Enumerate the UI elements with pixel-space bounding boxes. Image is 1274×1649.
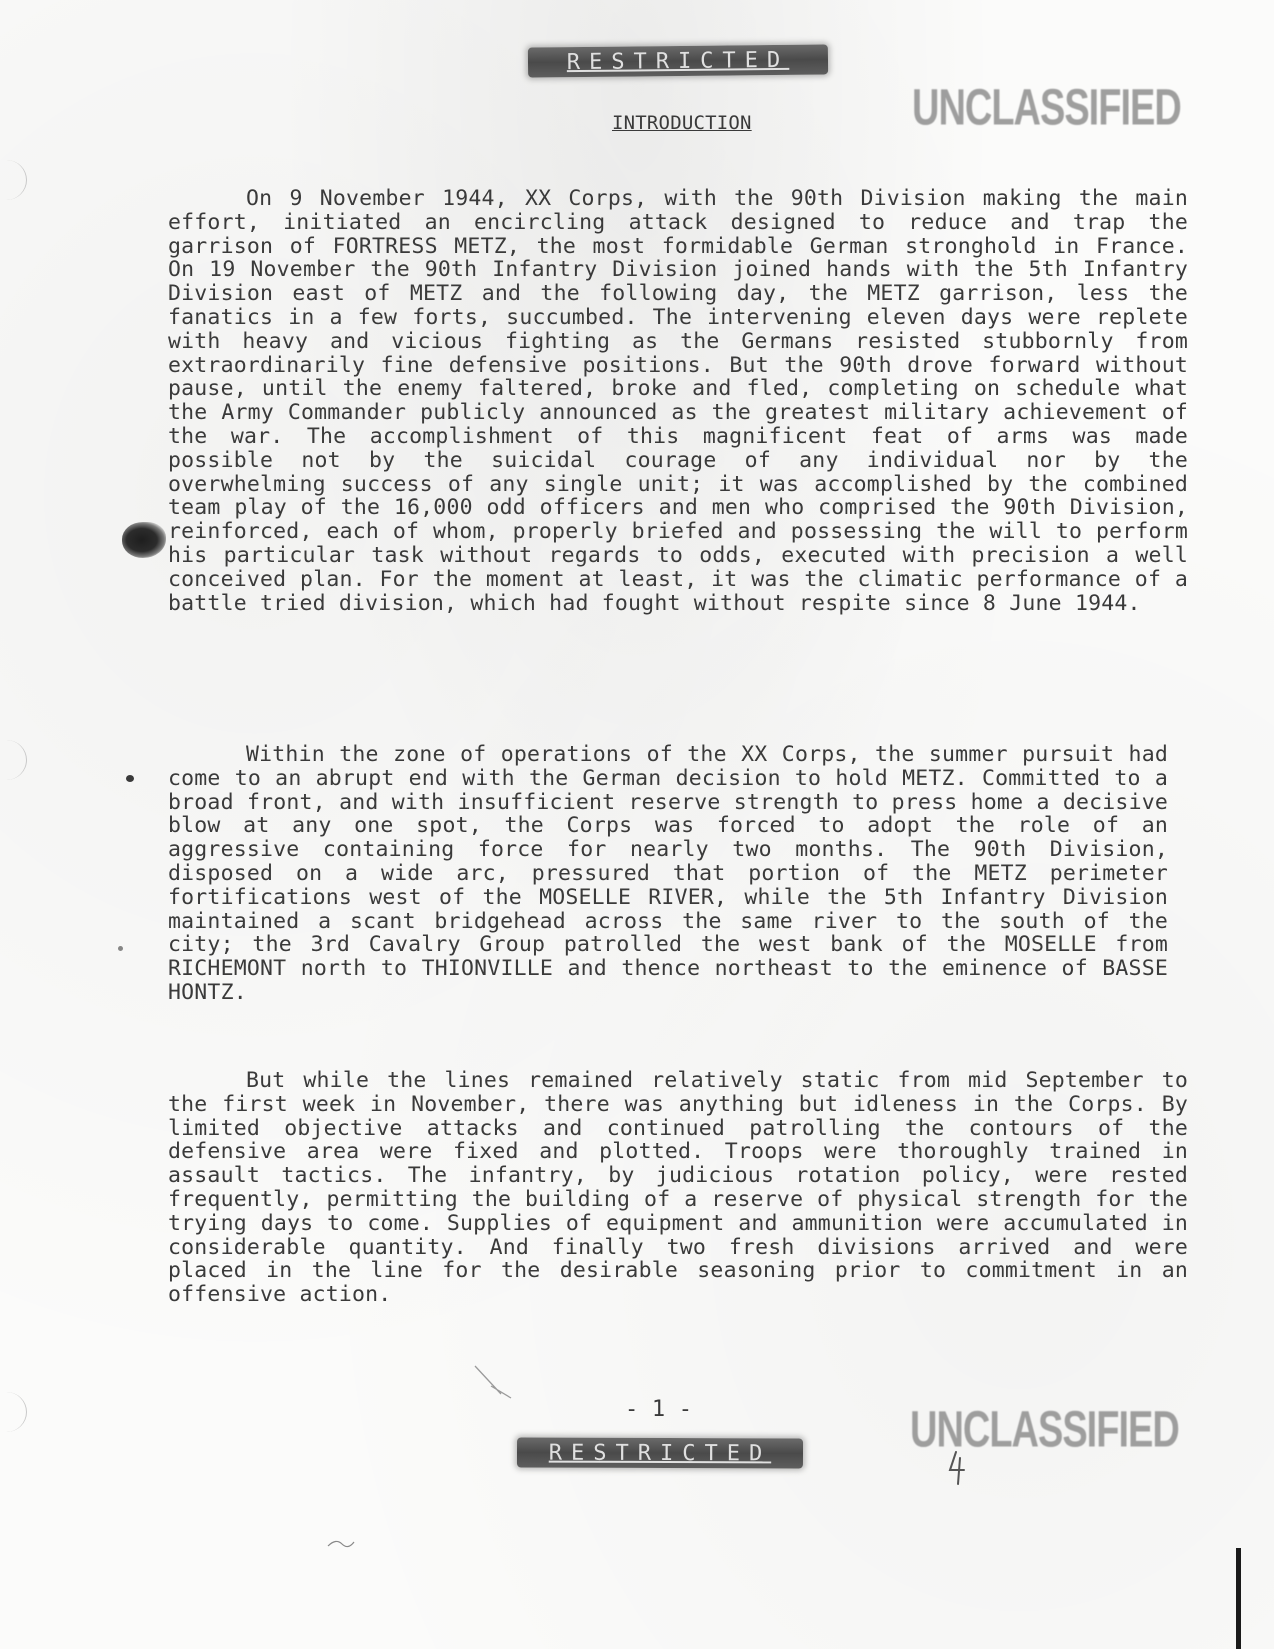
handwritten-mark	[942, 1448, 972, 1488]
ink-speck	[118, 946, 123, 951]
classification-label-top: RESTRICTED	[566, 47, 790, 75]
punch-hole-edge	[0, 1392, 27, 1432]
unclassified-stamp-top: UNCLASSIFIED	[912, 80, 1181, 137]
scan-edge-shadow	[1236, 1548, 1241, 1649]
ink-speck	[126, 775, 134, 782]
paragraph-2: Within the zone of operations of the XX Corps, the summer pursuit had come to an abrupt end with the German decision to hold METZ. Committed to a broad front, and with insufficient reserve strength to press home a decisive blow at any one spot, the Corps was forced to adopt the role of an aggressive containing force for nearly two months. The 90th Division, disposed on a wide arc, pressured that portion of the METZ perimeter fortifications west of the MOSELLE RIVER, while the 5th Infantry Division maintained a scant bridgehead across the same river to the south of the city; the 3rd Cavalry Group patrolled the west bank of the MOSELLE from RICHEMONT north to THIONVILLE and thence northeast to the eminence of BASSE HONTZ.	[168, 742, 1168, 1005]
paragraph-1: On 9 November 1944, XX Corps, with the 90th Division making the main effort, initiated an encircling attack designed to reduce and trap the garrison of FORTRESS METZ, the most formidable German stronghold in France. On 19 November the 90th Infantry Division joined hands with the 5th Infantry Division east of METZ and the following day, the METZ garrison, less the fanatics in a few forts, succumbed. The intervening eleven days were replete with heavy and vicious fighting as the Germans resisted stubbornly from extraordinarily fine defensive positions. But the 90th drove forward without pause, until the enemy faltered, broke and fled, completing on schedule what the Army Commander publicly announced as the greatest military achievement of the war. The accomplishment of this magnificent feat of arms was made possible not by the suicidal courage of any individual nor by the overwhelming success of any single unit; it was accomplished by the combined team play of the 16,000 odd officers and men who comprised the 90th Division, reinforced, each of whom, properly briefed and possessing the will to perform his particular task without regards to odds, executed with precision a well conceived plan. For the moment at least, it was the climatic performance of a battle tried division, which had fought without respite since 8 June 1944.	[168, 186, 1188, 616]
punch-hole-edge	[0, 740, 27, 780]
page-title: INTRODUCTION	[612, 112, 752, 134]
page-number: - 1 -	[625, 1397, 693, 1422]
classification-bar-top	[528, 44, 828, 77]
pencil-scribble	[326, 1534, 356, 1554]
classification-bar-bottom	[517, 1438, 803, 1469]
pencil-stroke	[471, 1364, 517, 1400]
unclassified-stamp-bottom: UNCLASSIFIED	[910, 1402, 1179, 1459]
punch-hole-edge	[0, 160, 27, 200]
ink-blot	[122, 522, 166, 558]
paragraph-3: But while the lines remained relatively static from mid September to the first week in November, there was anything but idleness in the Corps. By limited objective attacks and continued patrolling the contours of the defensive area were fixed and plotted. Troops were thoroughly trained in assault tactics. The infantry, by judicious rotation policy, were rested frequently, permitting the building of a reserve of physical strength for the trying days to come. Supplies of equipment and ammunition were accumulated in considerable quantity. And finally two fresh divisions arrived and were placed in the line for the desirable seasoning prior to commitment in an offensive action.	[168, 1068, 1188, 1308]
classification-label-bottom: RESTRICTED	[548, 1440, 772, 1466]
